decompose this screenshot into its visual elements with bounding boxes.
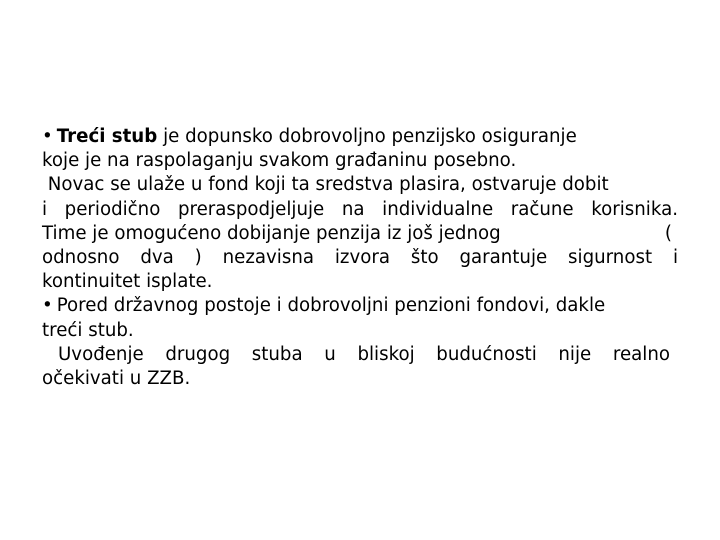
paragraph-3-line-1 — [42, 294, 678, 318]
bold-term: Treći stub — [56, 126, 158, 147]
text-run: ( — [664, 222, 672, 244]
text-run: je dopunsko dobrovoljno penzijsko osiguranje — [157, 126, 577, 147]
paragraph-4-line-1: Uvođenje drugog stuba u bliskoj budućnosti nije realno — [58, 343, 670, 365]
bullet-icon: • — [42, 126, 53, 147]
paragraph-2-line-5: kontinuitet isplate. — [42, 271, 213, 293]
bullet-icon: • — [42, 295, 53, 317]
paragraph-2-line-2: i periodično preraspodjeljuje na individualne račune korisnika. — [42, 198, 678, 220]
paragraph-2-line-3 — [42, 222, 678, 246]
paragraph-2-line-4: odnosno dva ) nezavisna izvora što garantuje sigurnost i — [42, 246, 678, 268]
paragraph-1-line-1 — [42, 125, 678, 149]
text-run: Time je omogućeno dobijanje penzija iz još jednog — [42, 222, 501, 244]
paragraph-2-line-1: Novac se ulaže u fond koji ta sredstva plasira, ostvaruje dobit — [42, 174, 609, 196]
paragraph-1-line-2: koje je na raspolaganju svakom građaninu posebno. — [42, 150, 517, 172]
paragraph-4-line-2: očekivati u ZZB. — [42, 367, 191, 389]
slide-text-body — [42, 125, 678, 391]
text-run: Pored državnog postoje i dobrovoljni penzioni fondovi, dakle — [56, 295, 606, 317]
paragraph-3-line-2: treći stub. — [42, 319, 134, 341]
